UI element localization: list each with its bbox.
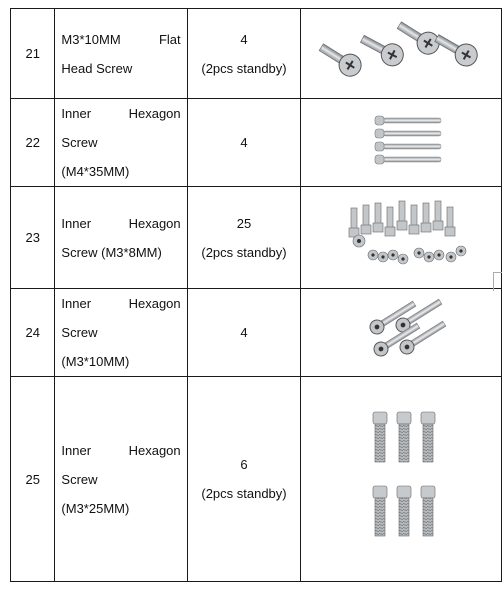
item-name (55, 99, 187, 187)
item-image (301, 289, 502, 377)
name-word: M3*10MM (61, 31, 121, 47)
quantity-value: 4 (240, 325, 248, 340)
quantity-note: (2pcs standby) (201, 244, 287, 260)
item-quantity (187, 187, 301, 289)
name-line: (M4*35MM) (61, 164, 130, 179)
name-word: Hexagon (128, 442, 181, 458)
quantity-value: 4 (240, 31, 248, 47)
item-number: 24 (11, 289, 55, 377)
name-line: Head Screw (61, 60, 133, 76)
item-quantity (187, 289, 301, 377)
long-hex-screw-icon (311, 108, 491, 178)
item-image (301, 377, 502, 582)
item-number: 22 (11, 99, 55, 187)
name-word: Inner (61, 106, 92, 121)
item-name (55, 187, 187, 289)
table-row (11, 289, 502, 377)
quantity-value: 4 (240, 135, 248, 150)
page-edge-marker (493, 272, 502, 291)
name-word: Flat (158, 31, 181, 47)
name-line: Screw (61, 135, 98, 150)
quantity-note: (2pcs standby) (201, 486, 287, 501)
hex-screw-icon (311, 293, 491, 373)
table-row (11, 99, 502, 187)
table-row (11, 187, 502, 289)
item-name (55, 377, 187, 582)
name-line: Screw (M3*8MM) (61, 244, 162, 260)
item-name (55, 9, 187, 99)
name-line: (M3*25MM) (61, 500, 130, 516)
name-word: Hexagon (128, 106, 181, 121)
name-line: (M3*10MM) (61, 354, 130, 369)
item-image (301, 99, 502, 187)
item-name (55, 289, 187, 377)
short-hex-screw-pile-icon (311, 193, 491, 283)
item-image (301, 9, 502, 99)
item-quantity (187, 99, 301, 187)
item-number: 23 (11, 187, 55, 289)
item-image (301, 187, 502, 289)
quantity-value: 25 (236, 215, 252, 231)
name-word: Hexagon (128, 296, 181, 311)
table-row (11, 9, 502, 99)
table-row (11, 377, 502, 582)
name-word: Inner (61, 442, 92, 458)
cap-screw-icon (311, 404, 491, 554)
name-line: Screw (61, 325, 98, 340)
flat-head-screw-icon (311, 14, 491, 94)
parts-table (10, 8, 502, 582)
name-word: Inner (61, 215, 92, 231)
quantity-value: 6 (240, 457, 248, 472)
item-quantity (187, 377, 301, 582)
item-quantity (187, 9, 301, 99)
item-number: 21 (11, 9, 55, 99)
quantity-note: (2pcs standby) (201, 60, 287, 76)
item-number: 25 (11, 377, 55, 582)
name-word: Hexagon (128, 215, 181, 231)
name-word: Inner (61, 296, 92, 311)
name-line: Screw (61, 471, 98, 487)
